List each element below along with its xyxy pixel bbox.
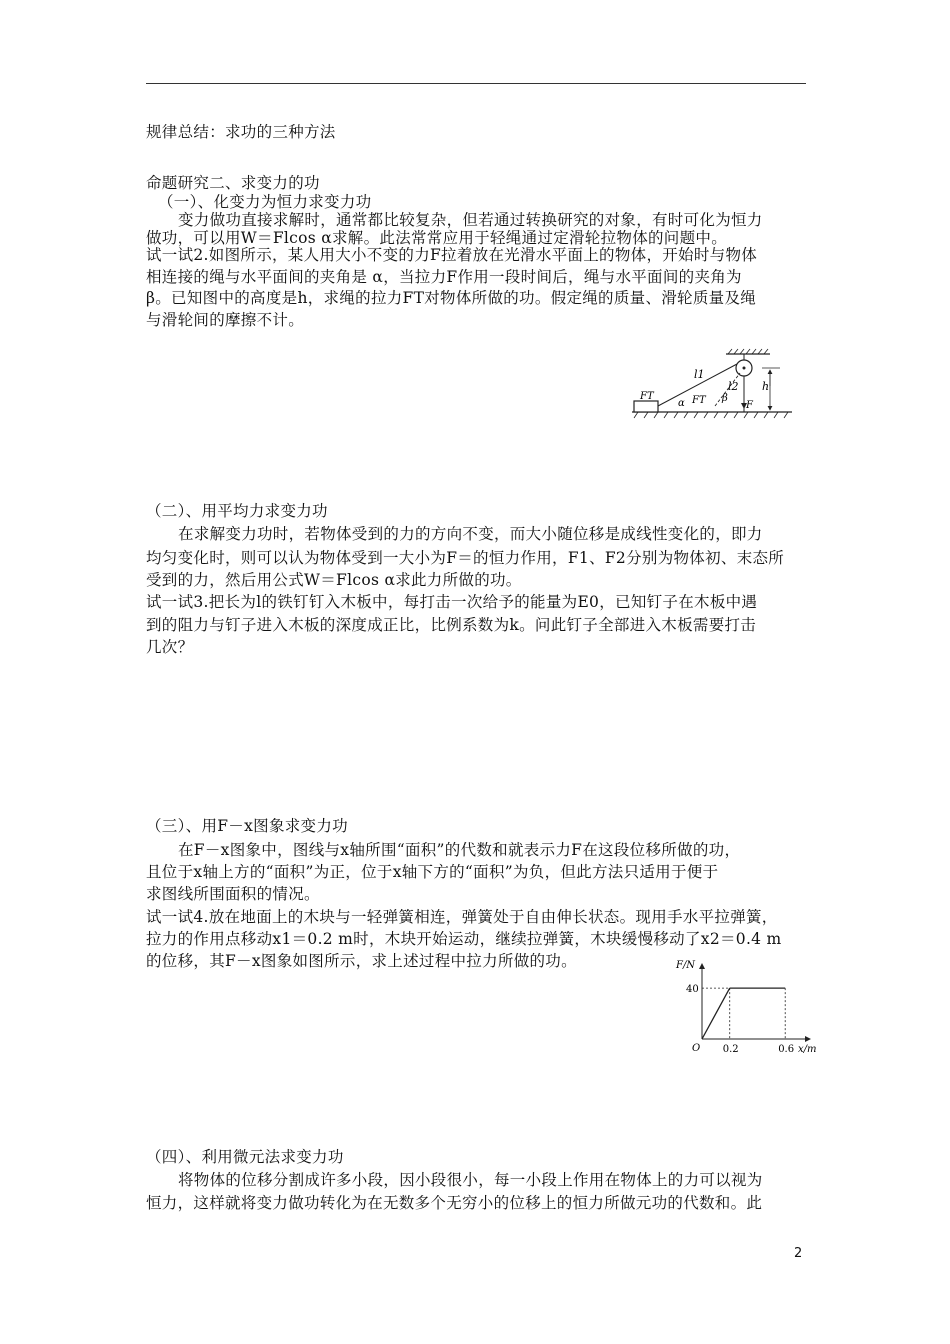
section-4-para-line: 将物体的位移分割成许多小段，因小段很小，每一小段上作用在物体上的力可以视为	[178, 1171, 763, 1189]
origin-label: O	[692, 1043, 701, 1054]
page-number: 2	[794, 1246, 803, 1261]
section-2-para-line: 受到的力，然后用公式W＝Flcos α求此力所做的功。	[146, 571, 522, 589]
h-label: h	[762, 380, 770, 393]
question-2-line: 相连接的绳与水平面间的夹角是 α，当拉力F作用一段时间后，绳与水平面间的夹角为	[146, 268, 742, 286]
question-3-line: 到的阻力与钉子进入木板的深度成正比，比例系数为k。问此钉子全部进入木板需要打击	[146, 616, 757, 634]
series-line-segment	[702, 988, 730, 1039]
x-axis-label: x/m	[798, 1044, 817, 1054]
question-2-line: 试一试2.如图所示，某人用大小不变的力F拉着放在光滑水平面上的物体，开始时与物体	[146, 246, 758, 264]
alpha-label: α	[678, 398, 685, 409]
x-tick-label: 0.6	[778, 1044, 795, 1054]
section-4-heading: （四）、利用微元法求变力功	[146, 1148, 344, 1166]
l2-label: l2	[728, 380, 739, 393]
ft-label: FT	[640, 391, 654, 402]
pulley-figure	[630, 348, 800, 428]
question-2-line: β。已知图中的高度是h，求绳的拉力FT对物体所做的功。假定绳的质量、滑轮质量及绳	[146, 289, 757, 307]
question-2-line: 与滑轮间的摩擦不计。	[146, 311, 305, 329]
section-3-para-line: 在F－x图象中，图线与x轴所围“面积”的代数和就表示力F在这段位移所做的功，	[178, 841, 741, 859]
section-4-para-line: 恒力，这样就将变力做功转化为在无数多个无穷小的位移上的恒力所做元功的代数和。此	[146, 1194, 763, 1212]
question-4-line: 拉力的作用点移动x1＝0.2 m时，木块开始运动，继续拉弹簧，木块缓慢移动了x2＝0.4 m	[146, 930, 782, 948]
y-tick-label: 40	[686, 984, 699, 996]
section-2-heading: （二）、用平均力求变力功	[146, 502, 328, 520]
section-3-para-line: 且位于x轴上方的“面积”为正，位于x轴下方的“面积”为负，但此方法只适用于便于	[146, 863, 719, 881]
section-1-para-line: 变力做功直接求解时，通常都比较复杂，但若通过转换研究的对象，有时可化为恒力	[178, 211, 763, 229]
header-rule	[146, 83, 806, 84]
section-3-heading: （三）、用F－x图象求变力功	[146, 817, 348, 835]
question-3-line: 几次？	[146, 638, 194, 656]
y-axis-label: F/N	[676, 960, 696, 971]
question-3-line: 试一试3.把长为l的铁钉钉入木板中，每打击一次给予的能量为E0，已知钉子在木板中遇	[146, 593, 758, 611]
summary-line: 规律总结：求功的三种方法	[146, 123, 336, 141]
x-tick-label: 0.2	[722, 1044, 739, 1054]
force-displacement-chart	[670, 954, 820, 1054]
section-1-para-line: 做功，可以用W＝Flcos α求解。此法常常应用于轻绳通过定滑轮拉物体的问题中。	[146, 229, 728, 247]
topic-heading: 命题研究二、求变力的功	[146, 174, 320, 192]
l1-label: l1	[694, 368, 705, 381]
ft2-label: FT	[692, 395, 706, 406]
section-3-para-line: 求图线所围面积的情况。	[146, 885, 320, 903]
question-4-line: 的位移，其F－x图象如图所示，求上述过程中拉力所做的功。	[146, 952, 577, 970]
beta-label: β	[722, 393, 728, 404]
f-label: F	[746, 400, 753, 411]
section-2-para-line: 均匀变化时，则可以认为物体受到一大小为F＝的恒力作用，F1、F2分别为物体初、末态所	[146, 549, 785, 567]
section-1-heading: （一）、化变力为恒力求变力功	[158, 193, 372, 211]
section-2-para-line: 在求解变力功时，若物体受到的力的方向不变，而大小随位移是成线性变化的，即力	[178, 525, 763, 543]
block	[634, 401, 658, 412]
question-4-line: 试一试4.放在地面上的木块与一轻弹簧相连，弹簧处于自由伸长状态。现用手水平拉弹簧，	[146, 908, 778, 926]
